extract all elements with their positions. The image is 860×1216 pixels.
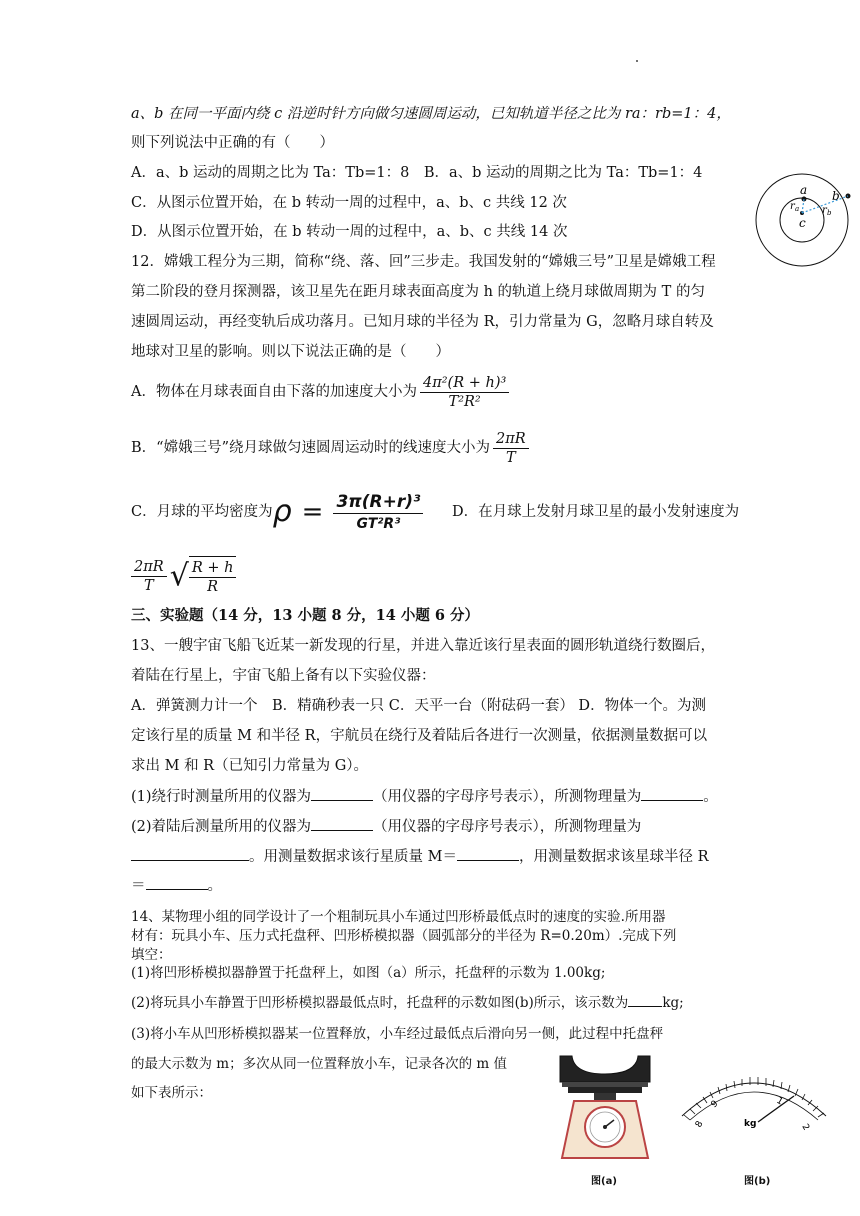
- q14-step2-text: (2)将玩具小车静置于凹形桥模拟器最低点时，托盘秤的示数如图(b)所示，该示数为: [131, 995, 629, 1011]
- q12-option-c-formula: [333, 491, 423, 534]
- q12-option-d-formula: [131, 556, 236, 597]
- orbit-diagram: [752, 170, 852, 270]
- q13-part4: [131, 875, 222, 896]
- label-ra-sub: a: [795, 205, 800, 213]
- q13-part2-prefix: (2)着陆后测量所用的仪器为: [131, 819, 312, 835]
- label-b: b: [832, 189, 840, 203]
- q13-part2-middle: （用仪器的字母序号表示），所测物理量为: [373, 819, 642, 835]
- q12-line4: 地球对卫星的影响。则以下说法正确的是（ ）: [131, 344, 450, 360]
- label-c: c: [799, 216, 806, 230]
- formula-numerator: 3π(R+r)³: [333, 491, 423, 514]
- q14-line1: 14、某物理小组的同学设计了一个粗制玩具小车通过凹形桥最低点时的速度的实验.所用器: [131, 909, 666, 925]
- q13-part1-end: 。: [703, 789, 718, 805]
- q12-option-d-text: D．在月球上发射月球卫星的最小发射速度为: [452, 504, 740, 520]
- q13-part1-prefix: (1)绕行时测量所用的仪器为: [131, 789, 312, 805]
- q11-option-c: C．从图示位置开始，在 b 转动一周的过程中，a、b、c 共线 12 次: [131, 195, 567, 211]
- answer-blank[interactable]: [131, 846, 249, 861]
- q12-option-a-formula: [420, 374, 509, 411]
- formula-numerator: 2πR: [131, 558, 167, 577]
- formula-numerator: 4π²(R + h)³: [420, 374, 509, 393]
- label-ra: r: [790, 201, 795, 212]
- q12-option-b: [131, 428, 532, 468]
- equals-sign: =: [301, 497, 324, 527]
- section-heading: 三、实验题（14 分，13 小题 8 分，14 小题 6 分）: [131, 607, 480, 624]
- answer-blank[interactable]: [641, 786, 703, 801]
- dial-unit: kg: [744, 1119, 757, 1129]
- radicand-denominator: R: [207, 578, 219, 595]
- q13-part3-radius: ，用测量数据求该星球半径 R: [518, 849, 709, 865]
- q14-step3-line2: 的最大示数为 m；多次从同一位置释放小车，记录各次的 m 值: [131, 1056, 507, 1072]
- q13-part1: [131, 786, 718, 807]
- rho-symbol: ρ: [272, 494, 292, 529]
- q13-part1-middle: （用仪器的字母序号表示），所测物理量为: [373, 789, 642, 805]
- q12-option-a-text: A．物体在月球表面自由下落的加速度大小为: [131, 384, 417, 400]
- q13-line3: A．弹簧测力计一个 B．精确秒表一只 C．天平一台（附砝码一套） D．物体一个。为测: [131, 698, 707, 714]
- q13-line1: 13、一艘宇宙飞船飞近某一新发现的行星，并进入靠近该行星表面的圆形轨道绕行数圈后，: [131, 638, 715, 654]
- scale-figure-a: [556, 1054, 654, 1162]
- answer-blank[interactable]: [628, 994, 662, 1007]
- q12-option-b-text: B．“嫦娥三号”绕月球做匀速圆周运动时的线速度大小为: [131, 440, 490, 456]
- q11-stem-line1: a、b 在同一平面内绕 c 沿逆时针方向做匀速圆周运动，已知轨道半径之比为 ra：rb=1：4，: [131, 106, 731, 122]
- q13-part3: [131, 846, 709, 867]
- dial-label-9: 9: [709, 1098, 721, 1111]
- q13-part3-mass: 。用测量数据求该行星质量 M＝: [249, 849, 457, 865]
- caption-figure-a: 图(a): [591, 1176, 617, 1187]
- q14-step3-line3: 如下表所示：: [131, 1085, 212, 1101]
- q13-part4-eq: ＝: [131, 878, 146, 894]
- q14-line2: 材有：玩具小车、压力式托盘秤、凹形桥模拟器（圆弧部分的半径为 R=0.20m）.完成下列: [131, 928, 677, 944]
- dial-figure-b: [674, 1060, 834, 1140]
- answer-blank[interactable]: [457, 846, 519, 861]
- q14-step1: (1)将凹形桥模拟器静置于托盘秤上，如图（a）所示，托盘秤的示数为 1.00kg;: [131, 965, 606, 981]
- q13-line4: 定该行星的质量 M 和半径 R，宇航员在绕行及着陆后各进行一次测量，依据测量数据可以: [131, 728, 708, 744]
- formula-numerator: 2πR: [493, 430, 529, 449]
- q11-option-d: D．从图示位置开始，在 b 转动一周的过程中，a、b、c 共线 14 次: [131, 224, 568, 240]
- q12-line2: 第二阶段的登月探测器，该卫星先在距月球表面高度为 h 的轨道上绕月球做周期为 T 的匀: [131, 284, 705, 300]
- answer-blank[interactable]: [311, 786, 373, 801]
- label-a: a: [800, 183, 808, 197]
- caption-figure-b: 图(b): [744, 1176, 771, 1187]
- q13-part4-end: 。: [207, 878, 222, 894]
- sqrt-expression: [170, 556, 237, 597]
- q12-option-d-fraction: [131, 558, 167, 595]
- formula-denominator: T²R²: [448, 393, 481, 410]
- formula-denominator: T: [505, 449, 516, 466]
- page-dot: [636, 60, 638, 62]
- radical-sign: √: [169, 558, 189, 594]
- dial-label-8: 8: [693, 1119, 706, 1130]
- radicand-numerator: R + h: [189, 559, 237, 578]
- answer-blank[interactable]: [146, 875, 208, 890]
- label-rb: r: [822, 205, 827, 216]
- q11-stem-line2: 则下列说法中正确的有（ ）: [131, 135, 334, 151]
- q14-step2-unit: kg;: [662, 995, 684, 1011]
- q12-option-b-formula: [493, 430, 529, 467]
- q12-option-c: [131, 489, 739, 535]
- dial-label-1: 1: [774, 1095, 785, 1108]
- q11-option-ab: A．a、b 运动的周期之比为 Ta：Tb=1：8 B．a、b 运动的周期之比为 Ta：Tb=1：4: [131, 165, 703, 181]
- q12-line1: 12．嫦娥工程分为三期，简称“绕、落、回”三步走。我国发射的“嫦娥三号”卫星是嫦娥工程: [131, 254, 716, 270]
- answer-blank[interactable]: [311, 816, 373, 831]
- q14-line3: 填空：: [131, 947, 172, 963]
- q13-part2: [131, 816, 641, 837]
- q13-line5: 求出 M 和 R（已知引力常量为 G）。: [131, 758, 369, 774]
- q13-line2: 着陆在行星上，宇宙飞船上备有以下实验仪器：: [131, 668, 436, 684]
- label-rb-sub: b: [827, 209, 832, 217]
- q12-line3: 速圆周运动，再经变轨后成功落月。已知月球的半径为 R，引力常量为 G，忽略月球自转及: [131, 314, 714, 330]
- q14-step2: [131, 993, 684, 1013]
- formula-denominator: T: [144, 578, 154, 594]
- q14-step3-line1: (3)将小车从凹形桥模拟器某一位置释放，小车经过最低点后滑向另一侧，此过程中托盘秤: [131, 1026, 664, 1042]
- dial-label-2: 2: [799, 1122, 811, 1133]
- q12-option-c-text: C．月球的平均密度为: [131, 504, 273, 520]
- q12-option-a: [131, 372, 512, 412]
- formula-denominator: GT²R³: [356, 515, 401, 532]
